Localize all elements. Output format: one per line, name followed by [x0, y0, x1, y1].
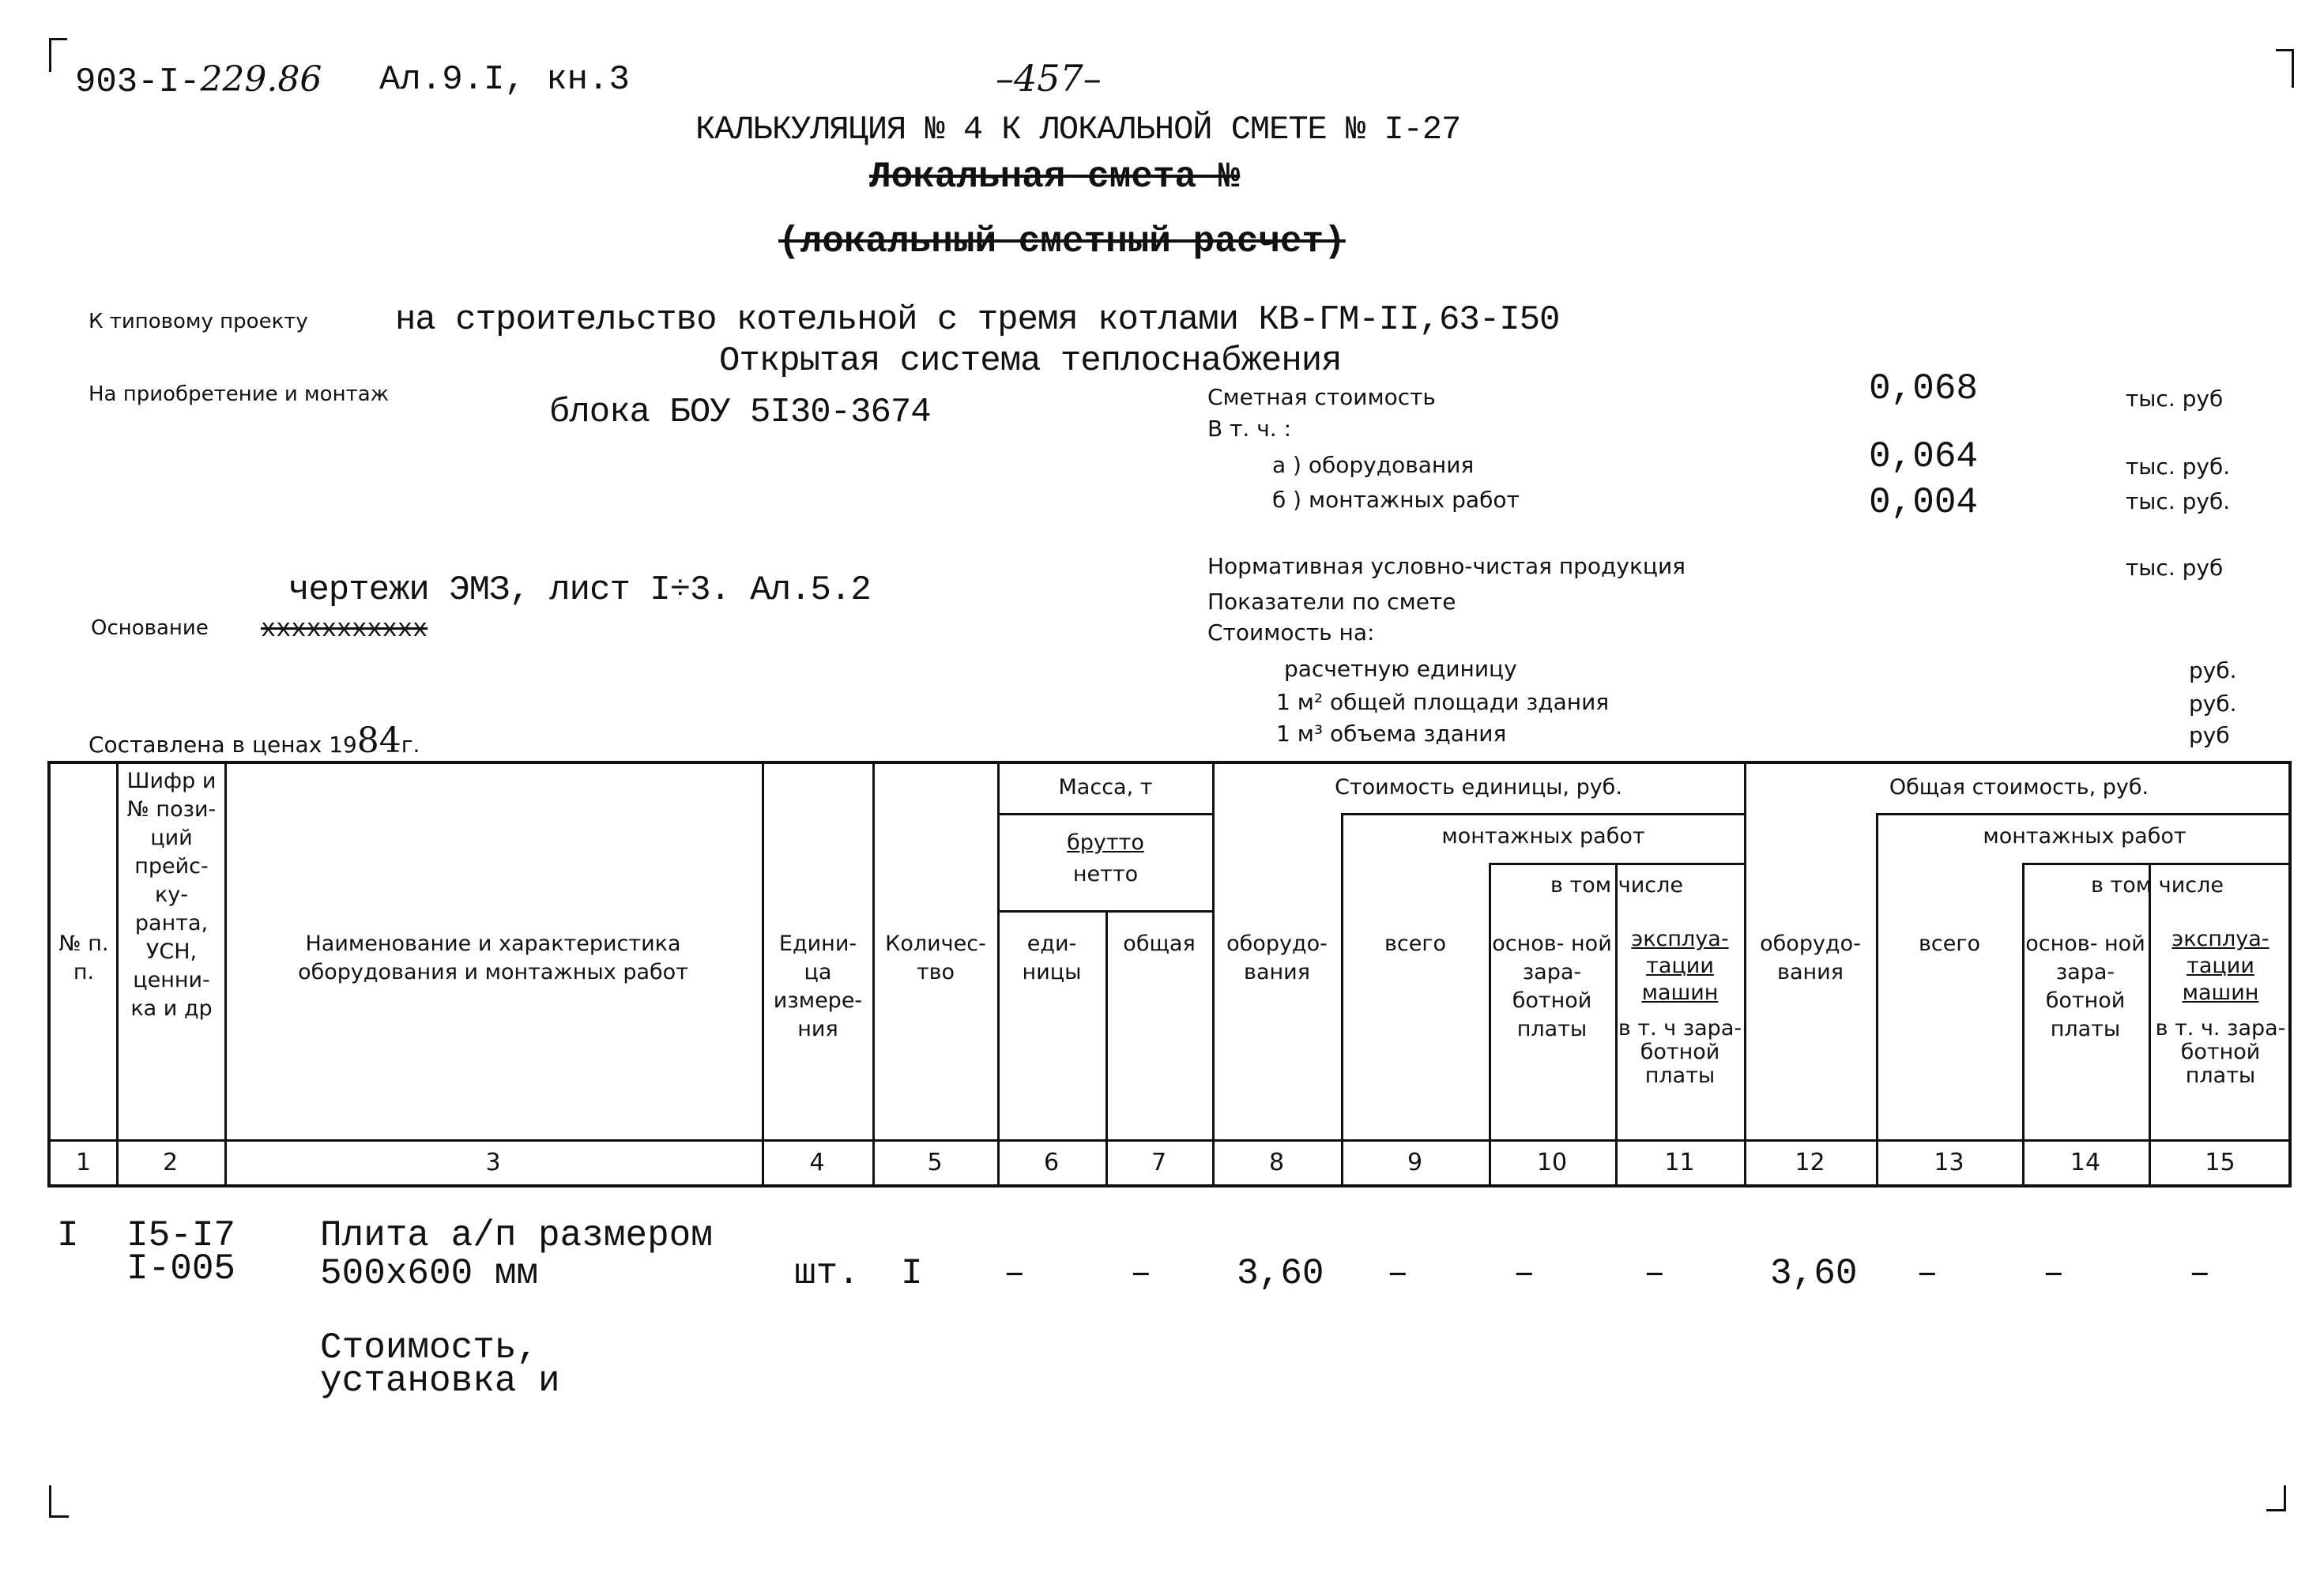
installation-value: 0,004	[1869, 482, 1979, 523]
row-unit-base-wage: –	[1513, 1253, 1535, 1294]
column-number: 12	[1795, 1149, 1825, 1176]
header-total-cost: Общая стоимость, руб.	[1889, 775, 2149, 800]
trailing-text-line1: Стоимость,	[320, 1327, 539, 1368]
corner-mark-top-left	[49, 38, 67, 72]
purchase-value: блока БОУ 5I30-3674	[549, 393, 931, 432]
installation-label: б ) монтажных работ	[1272, 487, 1520, 513]
per-m3-label: 1 м³ объема здания	[1276, 721, 1507, 747]
row-mass-unit: –	[1004, 1253, 1026, 1294]
trailing-text-line2: установка и	[320, 1361, 560, 1402]
net-product-unit: тыс. руб	[2126, 555, 2224, 581]
header-mass-unit: еди- ницы	[1022, 932, 1082, 984]
corner-mark-top-right	[2276, 49, 2294, 88]
header-unit-equipment: оборудо- вания	[1226, 932, 1328, 984]
including-label: В т. ч. :	[1207, 416, 1291, 442]
net-product-label: Нормативная условно-чистая продукция	[1207, 553, 1686, 579]
row-code-line2: I-005	[126, 1248, 236, 1289]
estimated-cost-label: Сметная стоимость	[1207, 384, 1436, 410]
row-name-line1: Плита а/п размером	[320, 1215, 713, 1256]
header-total-base-wage: основ- ной зара- ботной платы	[2025, 932, 2145, 1041]
row-code-line1: I5-I7	[126, 1215, 236, 1256]
project-value-line2: Открытая система теплоснабжения	[719, 341, 1342, 381]
row-total-machines: –	[2189, 1253, 2211, 1294]
header-unit-cost: Стоимость единицы, руб.	[1335, 775, 1622, 800]
header-unit-machines: эксплуа- тации машин	[1631, 927, 1729, 1005]
row-quantity: I	[901, 1253, 923, 1294]
header-netto: нетто	[1072, 862, 1139, 886]
basis-label: Основание	[91, 616, 209, 640]
column-number: 10	[1536, 1149, 1568, 1176]
column-number: 1	[75, 1149, 92, 1176]
row-name-line2: 500х600 мм	[320, 1253, 539, 1294]
header-unit-machines-wage: в т. ч зара- ботной платы	[1618, 1016, 1742, 1088]
per-unit-unit: руб.	[2189, 657, 2237, 683]
column-number: 5	[927, 1149, 943, 1176]
equipment-unit: тыс. руб.	[2126, 454, 2231, 480]
header-total-mount-total: всего	[1918, 932, 1981, 956]
column-number: 15	[2205, 1149, 2235, 1176]
basis-value: чертежи ЭМЗ, лист I÷3. Ал.5.2	[288, 570, 871, 610]
header-total-machines: эксплуа- тации машин	[2171, 927, 2269, 1005]
column-number: 11	[1664, 1149, 1695, 1176]
header-price-code: Шифр и № пози- ций прейс- ку- ранта, УСН, ценни- ка и др	[126, 769, 217, 1021]
per-m2-unit: руб.	[2189, 691, 2237, 717]
header-total-including: в том числе	[2091, 873, 2224, 898]
row-unit-machines: –	[1644, 1253, 1666, 1294]
row-total-equipment: 3,60	[1770, 1253, 1858, 1294]
album-reference: Ал.9.I, кн.3	[379, 60, 630, 100]
per-unit-label: расчетную единицу	[1284, 656, 1517, 682]
header-total-equipment: оборудо- вания	[1760, 932, 1861, 984]
column-number: 7	[1151, 1149, 1167, 1176]
estimate-table	[47, 761, 2292, 1187]
corner-mark-bottom-left	[49, 1485, 69, 1518]
header-brutto: брутто	[1067, 830, 1144, 855]
header-name: Наименование и характеристика оборудования и монтажных работ	[298, 932, 688, 984]
compiled-prices: Составлена в ценах 1984г.	[89, 721, 420, 761]
page-number: –457–	[996, 57, 1102, 100]
estimated-cost-value: 0,068	[1869, 368, 1979, 409]
header-total-mount-works: монтажных работ	[1983, 824, 2187, 849]
header-quantity: Количес- тво	[885, 932, 986, 984]
header-total-machines-wage: в т. ч. зара- ботной платы	[2155, 1016, 2286, 1088]
header-unit-mount-works: монтажных работ	[1441, 824, 1645, 849]
document-code-printed: 903-I-	[75, 62, 201, 102]
row-total-mount-total: –	[1916, 1253, 1938, 1294]
equipment-label: а ) оборудования	[1272, 452, 1475, 478]
header-unit-base-wage: основ- ной зара- ботной платы	[1492, 932, 1612, 1041]
column-number: 6	[1043, 1149, 1060, 1176]
column-number: 14	[2070, 1149, 2101, 1176]
installation-unit: тыс. руб.	[2126, 488, 2231, 514]
document-code-handwritten: 229.86	[200, 59, 322, 100]
struck-title-2: (локальный сметный расчет)	[778, 221, 1346, 262]
column-number: 4	[809, 1149, 825, 1176]
header-mass-total: общая	[1123, 932, 1196, 956]
header-unit-including: в том числе	[1550, 873, 1683, 898]
row-unit-mount-total: –	[1387, 1253, 1409, 1294]
row-total-base-wage: –	[2043, 1253, 2065, 1294]
purchase-label: На приобретение и монтаж	[89, 382, 390, 406]
row-unit: шт.	[794, 1253, 860, 1294]
cost-per-label: Стоимость на:	[1207, 619, 1375, 645]
column-number: 9	[1407, 1149, 1423, 1176]
estimated-cost-unit: тыс. руб	[2126, 386, 2224, 412]
project-value-line1: на строительство котельной с тремя котлами КВ-ГМ-II,63-I50	[395, 300, 1560, 340]
basis-struck-text: xxxxxxxxxxx	[261, 615, 428, 644]
row-mass-total: –	[1130, 1253, 1152, 1294]
calculation-title: КАЛЬКУЛЯЦИЯ № 4 К ЛОКАЛЬНОЙ СМЕТЕ № I-27	[695, 111, 1461, 149]
row-unit-equipment: 3,60	[1237, 1253, 1324, 1294]
per-m3-unit: руб	[2189, 722, 2230, 748]
struck-title-1: Локальная смета №	[869, 156, 1241, 198]
column-number: 2	[162, 1149, 179, 1176]
per-m2-label: 1 м² общей площади здания	[1276, 689, 1610, 715]
header-unit: Едини- ца измере- ния	[773, 932, 863, 1041]
header-unit-mount-total: всего	[1384, 932, 1447, 956]
column-number: 8	[1268, 1149, 1285, 1176]
header-mass: Масса, т	[1058, 775, 1153, 800]
corner-mark-bottom-right	[2266, 1485, 2286, 1511]
column-number: 13	[1934, 1149, 1964, 1176]
indicators-label: Показатели по смете	[1207, 589, 1456, 615]
header-row-number: № п. п.	[58, 932, 109, 984]
equipment-value: 0,064	[1869, 436, 1979, 477]
document-code	[75, 59, 322, 102]
row-number: I	[57, 1215, 79, 1256]
column-number: 3	[485, 1149, 501, 1176]
project-label: К типовому проекту	[89, 310, 308, 333]
